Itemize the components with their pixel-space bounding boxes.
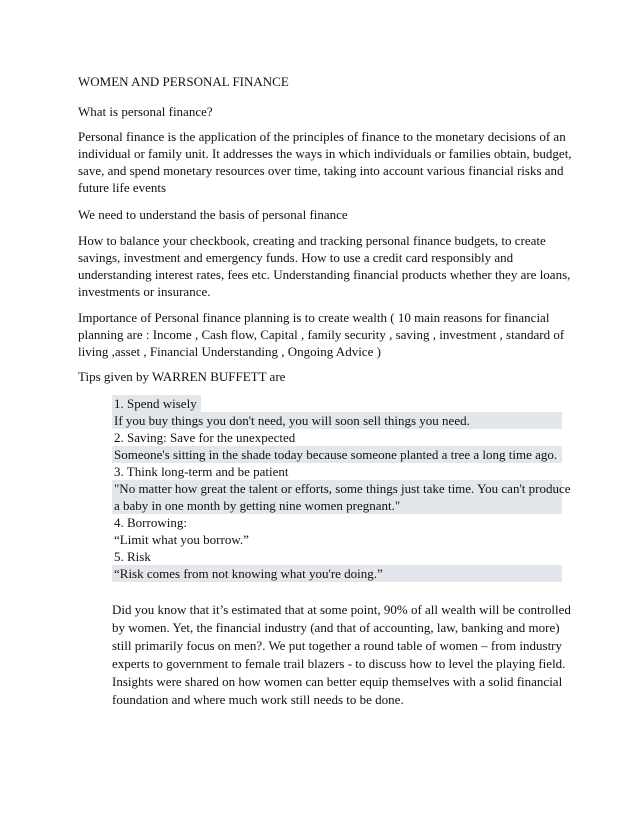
- importance-paragraph: [78, 309, 565, 360]
- text-line: savings, investment and emergency funds. How to use a credit card responsibly and: [78, 250, 514, 265]
- basis-text: We need to understand the basis of personal finance: [78, 207, 348, 222]
- text-line: Importance of Personal finance planning is to create wealth ( 10 main reasons for financial: [78, 310, 550, 325]
- tip-line: a baby in one month by getting nine women pregnant.": [112, 497, 562, 514]
- tip-line: If you buy things you don't need, you will soon sell things you need.: [112, 412, 562, 429]
- tip-line: 5. Risk: [114, 549, 151, 564]
- text-line: investments or insurance.: [78, 284, 211, 299]
- tip-line: "No matter how great the talent or efforts, some things just take time. You can't produce: [114, 481, 571, 496]
- text-line: foundation and where much work still needs to be done.: [112, 692, 404, 707]
- buffett-tips-list: [112, 395, 571, 582]
- how-to-paragraph: [78, 232, 571, 300]
- tip-line: 4. Borrowing:: [114, 515, 187, 530]
- text-line: living ,asset , Financial Understanding , Ongoing Advice ): [78, 344, 381, 359]
- definition-paragraph: [78, 128, 572, 196]
- tip-line: Someone's sitting in the shade today because someone planted a tree a long time ago.: [112, 446, 562, 463]
- basis-heading: [78, 206, 562, 223]
- question-text: What is personal finance?: [78, 104, 213, 119]
- text-line: planning are : Income , Cash flow, Capital , family security , saving , investment , standard of: [78, 327, 565, 342]
- text-line: Insights were shared on how women can better equip themselves with a solid financial: [112, 674, 563, 689]
- text-line: by women. Yet, the financial industry (and that of accounting, law, banking and more): [112, 620, 560, 635]
- text-line: understanding interest rates, fees etc. Understanding financial products whether they are loans,: [78, 267, 571, 282]
- question-heading: [78, 103, 562, 120]
- tip-line: “Risk comes from not knowing what you're doing.”: [112, 565, 562, 582]
- tip-line: 2. Saving: Save for the unexpected: [114, 430, 296, 445]
- text-line: How to balance your checkbook, creating and tracking personal finance budgets, to create: [78, 233, 546, 248]
- document-title: [78, 73, 562, 90]
- tips-heading-text: Tips given by WARREN BUFFETT are: [78, 369, 286, 384]
- tips-heading: [78, 368, 562, 385]
- text-line: save, and spend monetary resources over time, taking into account various financial risks and: [78, 163, 564, 178]
- text-line: still primarily focus on men?. We put together a round table of women – from industry: [112, 638, 563, 653]
- text-line: Did you know that it’s estimated that at some point, 90% of all wealth will be controlled: [112, 602, 571, 617]
- title-text: WOMEN AND PERSONAL FINANCE: [78, 74, 289, 89]
- text-line: future life events: [78, 180, 167, 195]
- text-line: Personal finance is the application of the principles of finance to the monetary decisions of an: [78, 129, 566, 144]
- text-line: individual or family unit. It addresses the ways in which individuals or families obtain, budget,: [78, 146, 572, 161]
- text-line: experts to government to female trail blazers - to discuss how to level the playing field.: [112, 656, 566, 671]
- tip-line: 3. Think long-term and be patient: [114, 464, 289, 479]
- tip-line: “Limit what you borrow.”: [114, 532, 249, 547]
- women-wealth-paragraph: [112, 601, 571, 709]
- tip-line: 1. Spend wisely: [112, 395, 201, 412]
